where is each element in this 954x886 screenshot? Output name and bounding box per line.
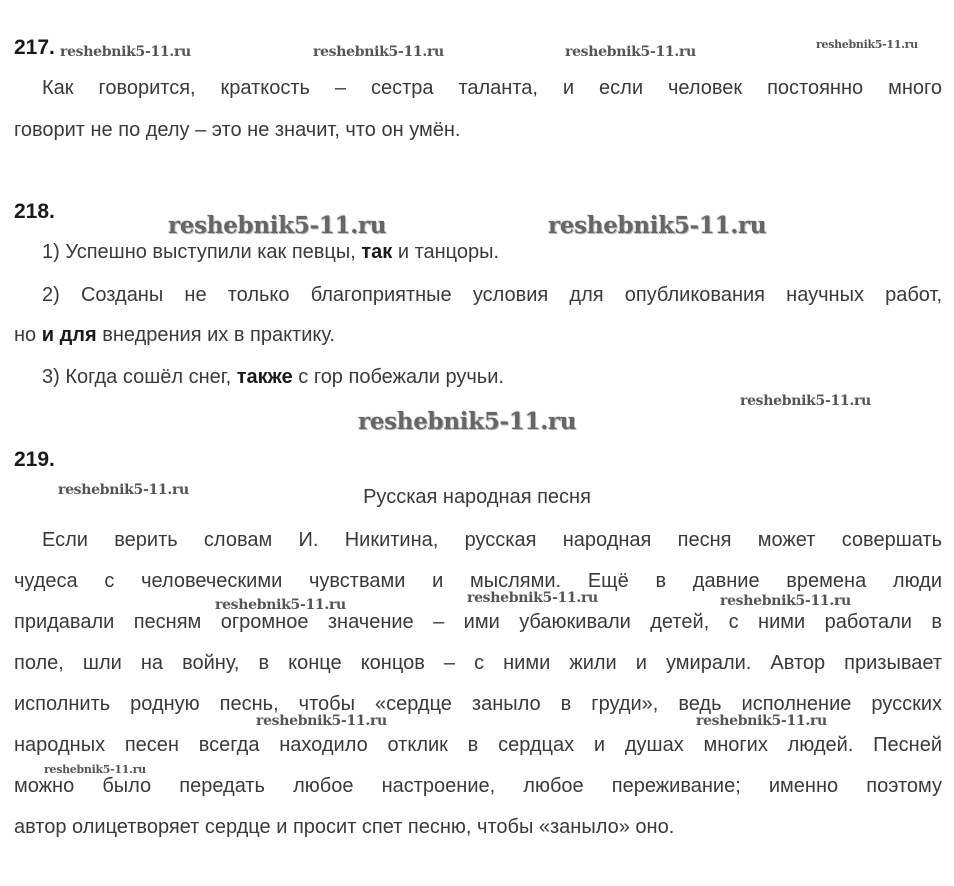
task-218-sentence-3: 3) Когда сошёл снег, также с гор побежали ручьи.	[42, 366, 504, 388]
task-217-line-2: говорит не по делу – это не значит, что он умён.	[14, 119, 461, 141]
watermark: reshebnik5-11.ru	[696, 713, 827, 729]
task-218-sentence-2-line-1: 2) Созданы не только благоприятные условия для опубликования научных работ,	[42, 284, 942, 306]
bold-word: так	[361, 241, 393, 263]
task-219-line-6: народных песен всегда находило отклик в сердцах и душах многих людей. Песней	[14, 734, 942, 756]
task-219-line-4: поле, шли на войну, в конце концов – с ними жили и умирали. Автор призывает	[14, 652, 942, 674]
watermark: reshebnik5-11.ru	[548, 212, 767, 239]
watermark: reshebnik5-11.ru	[168, 212, 387, 239]
task-219-line-1: Если верить словам И. Никитина, русская народная песня может совершать	[42, 529, 942, 551]
task-219-line-3: придавали песням огромное значение – ими убаюкивали детей, с ними работали в	[14, 611, 942, 633]
task-number-218: 218.	[14, 200, 55, 223]
task-219-line-7: можно было передать любое настроение, любое переживание; именно поэтому	[14, 775, 942, 797]
watermark: reshebnik5-11.ru	[467, 590, 598, 606]
watermark: reshebnik5-11.ru	[565, 44, 696, 60]
task-number-219: 219.	[14, 448, 55, 471]
bold-word: также	[236, 366, 293, 388]
task-217-line-1: Как говорится, краткость – сестра таланта, и если человек постоянно много	[42, 77, 942, 99]
watermark: reshebnik5-11.ru	[215, 597, 346, 613]
watermark: reshebnik5-11.ru	[60, 44, 191, 60]
watermark: reshebnik5-11.ru	[256, 713, 387, 729]
task-218-sentence-2-line-2: но и для внедрения их в практику.	[14, 324, 335, 346]
task-219-line-5: исполнить родную песнь, чтобы «сердце заныло в груди», ведь исполнение русских	[14, 693, 942, 715]
watermark: reshebnik5-11.ru	[358, 408, 577, 435]
watermark: reshebnik5-11.ru	[720, 593, 851, 609]
task-218-sentence-1: 1) Успешно выступили как певцы, так и танцоры.	[42, 241, 500, 263]
watermark: reshebnik5-11.ru	[740, 393, 871, 409]
watermark: reshebnik5-11.ru	[58, 482, 189, 498]
text-title: Русская народная песня	[363, 486, 591, 508]
watermark: reshebnik5-11.ru	[313, 44, 444, 60]
task-219-line-2: чудеса с человеческими чувствами и мыслями. Ещё в давние времена люди	[14, 570, 942, 592]
task-219-line-8: автор олицетворяет сердце и просит спет песню, чтобы «заныло» оно.	[14, 816, 675, 838]
watermark: reshebnik5-11.ru	[44, 763, 146, 776]
watermark: reshebnik5-11.ru	[816, 38, 918, 51]
bold-words: и для	[41, 324, 97, 346]
task-number-217: 217.	[14, 36, 55, 59]
